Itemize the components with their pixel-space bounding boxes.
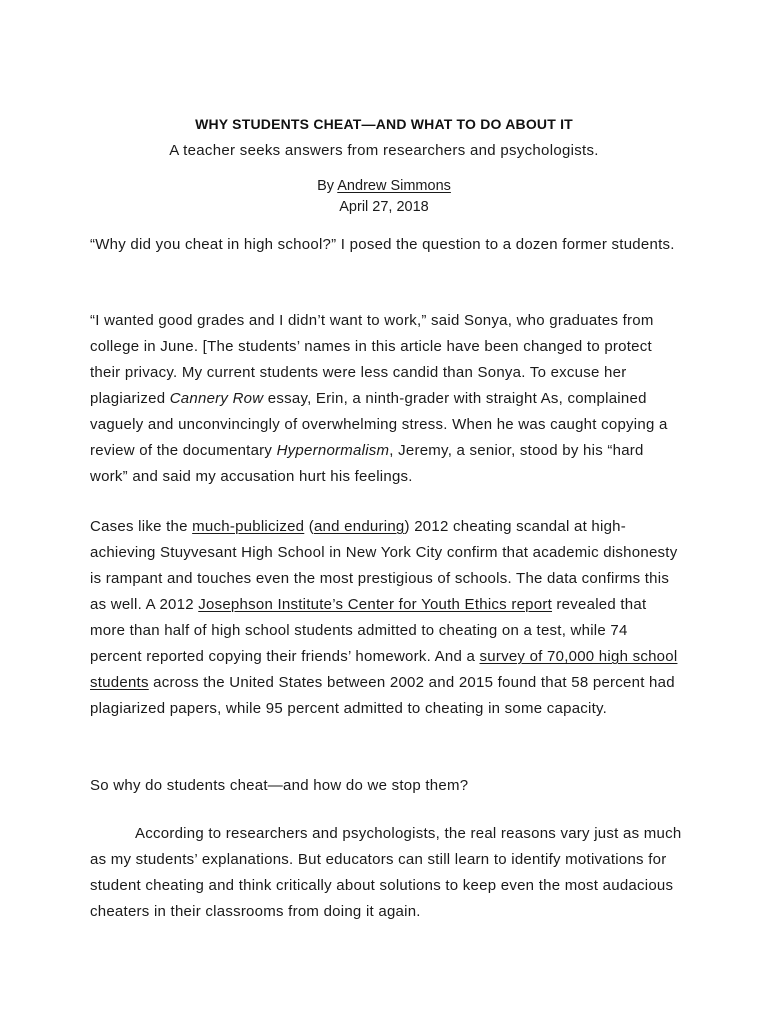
paragraph-4 [90,773,682,799]
paragraph-3-part-e: across the United States between 2002 and 2015 found that 58 percent had plagiarized papers, while 95 percent admitted to cheating in some capacity. [90,674,675,717]
link-and-enduring[interactable]: and enduring [313,518,405,535]
paragraph-3-part-c: ) 2012 cheating scandal at high-achieving Stuyvesant High School in New York City confirm that academic dishonesty is rampant and touches even the most prestigious of schools. The data confirms this as well. A 2012 [90,518,678,613]
paragraph-3-part-a: Cases like the [90,518,193,535]
paragraph-1-text: “Why did you cheat in high school?” I posed the question to a dozen former students. [90,236,675,253]
publish-date: April 27, 2018 [339,199,429,215]
byline-prefix: By [317,178,338,194]
article-title: WHY STUDENTS CHEAT—AND WHAT TO DO ABOUT IT [195,116,573,132]
paragraph-3-text [90,514,682,722]
paragraph-4-text: So why do students cheat—and how do we stop them? [90,777,469,794]
byline [0,178,768,194]
paragraph-5 [90,821,682,925]
paragraph-2 [90,308,682,490]
paragraph-5-text: According to researchers and psychologists, the real reasons vary just as much as my students’ explanations. But educators can still learn to identify motivations for student cheating and think critically about solutions to keep even the most audacious cheaters in their classrooms from doing it again. [90,825,682,920]
paragraph-2-text [90,308,682,490]
link-survey-70000[interactable]: survey of 70,000 high school students [90,648,678,691]
film-title-hypernormalism: Hypernormalism [276,442,390,459]
paragraph-1 [90,232,682,258]
article-subtitle: A teacher seeks answers from researchers and psychologists. [169,142,599,159]
paragraph-2-part-a: “I wanted good grades and I didn’t want to work,” said Sonya, who graduates from college in June. [The students’ names in this article have been changed to protect their privacy. My current students were less candid than Sonya. To excuse her plagiarized [90,312,654,407]
paragraph-3-part-d: revealed that more than half of high school students admitted to cheating on a test, while 74 percent reported copying their friends’ homework. And a [90,596,647,665]
link-much-publicized[interactable]: much-publicized [192,518,305,535]
paragraph-2-part-c: , Jeremy, a senior, stood by his “hard work” and said my accusation hurt his feelings. [90,442,644,485]
paragraph-3-part-b: ( [304,518,314,535]
book-title-cannery-row: Cannery Row [169,390,264,407]
link-josephson-report[interactable]: Josephson Institute’s Center for Youth Ethics report [198,596,553,613]
author-link[interactable]: Andrew Simmons [337,178,451,194]
paragraph-2-part-b: essay, Erin, a ninth-grader with straight As, complained vaguely and unconvincingly of overwhelming stress. When he was caught copying a review of the documentary [90,390,668,459]
paragraph-3 [90,514,682,722]
